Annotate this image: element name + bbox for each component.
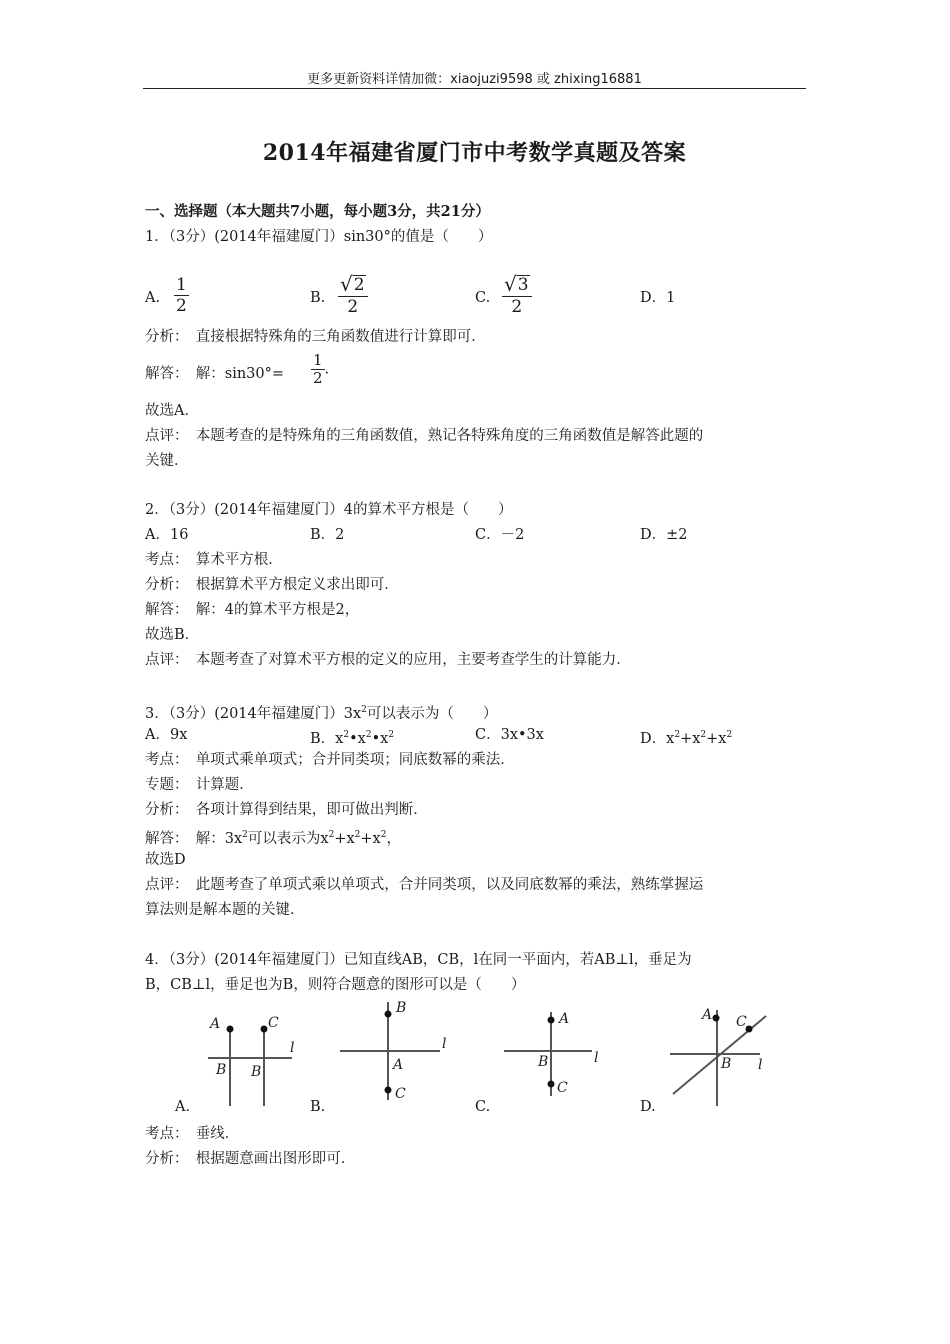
square-root: √ 3 bbox=[504, 272, 529, 296]
q3-option-c: C．3x•3x bbox=[475, 727, 544, 743]
label-c: C bbox=[268, 1015, 279, 1031]
q2-comment: 点评： 本题考查了对算术平方根的定义的应用，主要考查学生的计算能力． bbox=[145, 652, 631, 668]
q2-stem: 2．（3分）(2014年福建厦门）4的算术平方根是（ ） bbox=[145, 502, 513, 518]
label-b: B bbox=[538, 1054, 549, 1070]
label-b: B bbox=[396, 1000, 407, 1016]
q3-point: 考点： 单项式乘单项式；合并同类项；同底数幂的乘法． bbox=[145, 752, 515, 768]
q1-option-a-value bbox=[174, 276, 189, 315]
label-l: l bbox=[594, 1050, 599, 1066]
q1-option-a-label: A. bbox=[145, 290, 161, 306]
q3-topic: 专题： 计算题． bbox=[145, 777, 254, 793]
q2-option-d: D．±2 bbox=[640, 527, 688, 543]
label-l: l bbox=[758, 1057, 763, 1073]
square-root: √ 2 bbox=[340, 272, 365, 296]
q4-point: 考点： 垂线． bbox=[145, 1126, 240, 1142]
q1-choice: 故选A． bbox=[145, 403, 199, 419]
q1-comment-line2: 关键． bbox=[145, 453, 189, 469]
label-l: l bbox=[442, 1036, 447, 1052]
q3-comment-line1: 点评： 此题考查了单项式乘以单项式，合并同类项，以及同底数幂的乘法，熟练掌握运 bbox=[145, 877, 704, 893]
point-b bbox=[385, 1011, 392, 1018]
q4-figure-a bbox=[200, 1000, 310, 1110]
point-c bbox=[385, 1087, 392, 1094]
label-c: C bbox=[736, 1014, 747, 1030]
label-b: B bbox=[216, 1062, 227, 1078]
q1-option-c-value bbox=[502, 274, 532, 316]
label-b: B bbox=[721, 1056, 732, 1072]
q3-option-d: D．$x^2+x^2+x^2$ bbox=[640, 730, 733, 747]
label-b: B bbox=[251, 1064, 262, 1080]
q2-option-b: B．2 bbox=[310, 527, 345, 543]
label-c: C bbox=[395, 1086, 406, 1102]
point-c bbox=[261, 1026, 268, 1033]
q2-answer: 解答： 解：4的算术平方根是2， bbox=[145, 602, 360, 618]
q2-option-c: C．－2 bbox=[475, 527, 525, 543]
q3-stem: 3．（3分）(2014年福建厦门）$3x^2$可以表示为（ ） bbox=[145, 705, 498, 722]
label-a: A bbox=[702, 1007, 713, 1023]
q2-choice: 故选B． bbox=[145, 627, 200, 643]
q4-stem-line2: B，CB⊥l，垂足也为B，则符合题意的图形可以是（ ） bbox=[145, 977, 526, 993]
q1-comment-line1: 点评： 本题考查的是特殊角的三角函数值，熟记各特殊角度的三角函数值是解答此题的 bbox=[145, 428, 704, 444]
q1-answer-label: 解答： 解：sin30°= bbox=[145, 366, 285, 382]
q1-stem: 1．（3分）(2014年福建厦门）sin30°的值是（ ） bbox=[145, 229, 493, 245]
q4-figure-d bbox=[668, 1000, 778, 1110]
q1-option-d: D．1 bbox=[640, 290, 676, 306]
page-title: 2014年福建省厦门市中考数学真题及答案 bbox=[262, 140, 687, 166]
q3-comment-line2: 算法则是解本题的关键． bbox=[145, 902, 305, 918]
point-a bbox=[227, 1026, 234, 1033]
label-a: A bbox=[210, 1016, 221, 1032]
q3-choice: 故选D bbox=[145, 852, 186, 868]
header-divider bbox=[143, 88, 806, 89]
q4-stem-line1: 4．（3分）(2014年福建厦门）已知直线AB，CB，l在同一平面内，若AB⊥l，垂足为 bbox=[145, 952, 692, 968]
fraction: √ 2 2 bbox=[338, 274, 368, 316]
label-a: A bbox=[393, 1057, 404, 1073]
label-c: C bbox=[557, 1080, 568, 1096]
q3-answer: 解答： 解：$3x^2$可以表示为$x^2+x^2+x^2$， bbox=[145, 830, 401, 847]
q1-analysis: 分析： 直接根据特殊角的三角函数值进行计算即可． bbox=[145, 329, 486, 345]
fraction: √ 3 2 bbox=[502, 274, 532, 316]
point-a bbox=[548, 1017, 555, 1024]
label-l: l bbox=[290, 1040, 295, 1056]
page-header-note: 更多更新资料详情加微：xiaojuzi9598 或 zhixing16881 bbox=[307, 72, 642, 87]
q4-option-c: C. bbox=[475, 1099, 491, 1115]
q4-figure-c bbox=[502, 1000, 612, 1110]
q2-option-a: A．16 bbox=[145, 527, 189, 543]
q2-analysis: 分析： 根据算术平方根定义求出即可． bbox=[145, 577, 399, 593]
section-heading: 一、选择题（本大题共7小题，每小题3分，共21分） bbox=[145, 203, 490, 220]
q3-option-b: B．$x^2•x^2•x^2$ bbox=[310, 730, 395, 747]
q4-option-d: D. bbox=[640, 1099, 656, 1115]
q3-analysis: 分析： 各项计算得到结果，即可做出判断． bbox=[145, 802, 428, 818]
point-c bbox=[548, 1081, 555, 1088]
q4-option-b: B. bbox=[310, 1099, 326, 1115]
q1-answer-value: $\frac{1}{2}$ . bbox=[313, 351, 330, 387]
fraction: $\frac{1}{2}$ bbox=[313, 351, 323, 387]
q3-option-a: A．9x bbox=[145, 727, 188, 743]
q2-point: 考点： 算术平方根． bbox=[145, 552, 283, 568]
q1-option-b-value bbox=[338, 274, 368, 316]
q4-figure-b bbox=[338, 1000, 458, 1110]
q1-option-c-label: C. bbox=[475, 290, 491, 306]
q4-option-a: A. bbox=[175, 1099, 191, 1115]
point-a bbox=[713, 1015, 720, 1022]
label-a: A bbox=[559, 1011, 570, 1027]
q4-analysis: 分析： 根据题意画出图形即可． bbox=[145, 1151, 356, 1167]
q1-option-b-label: B. bbox=[310, 290, 326, 306]
fraction: $\frac{1}{2}$ bbox=[176, 275, 187, 316]
